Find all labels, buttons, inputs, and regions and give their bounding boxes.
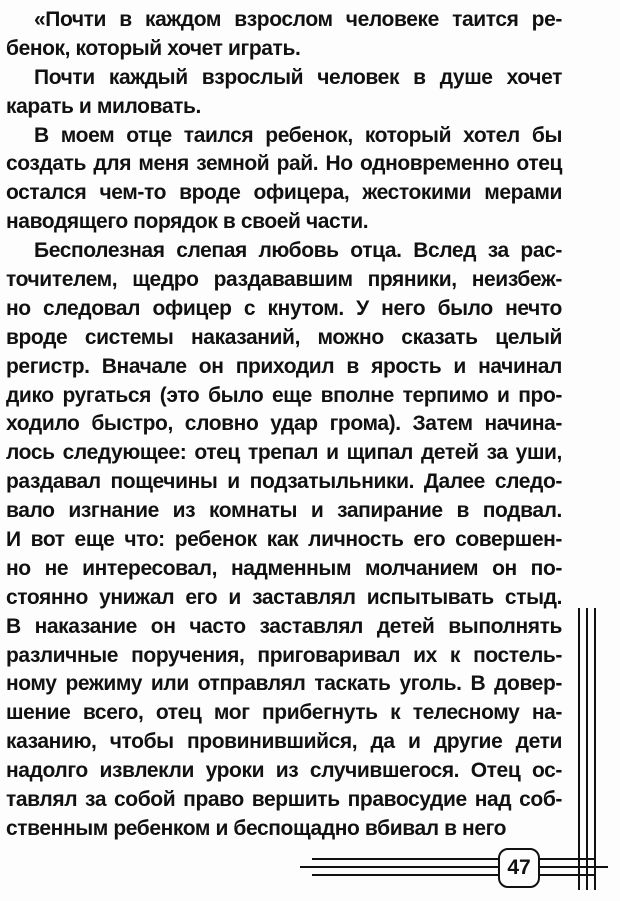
text-line: Бесполезная слепая любовь отца. Вслед за рас- (34, 239, 562, 263)
text-line: И вот еще что: ребенок как личность его совершен- (6, 528, 562, 552)
text-line: создать для меня земной рай. Но одновременно отец (6, 152, 562, 176)
text-line: В наказание он часто заставлял детей выполнять (6, 614, 562, 638)
margin-bar-3 (594, 608, 596, 890)
text-line: ному режиму или отправлял таскать уголь. В довер- (6, 672, 562, 696)
text-line: раздавал пощечины и подзатыльники. Далее следо- (6, 470, 562, 494)
text-line: бенок, который хочет играть. (6, 36, 301, 60)
footer-rule-bottom (312, 874, 498, 876)
text-line: шение всего, отец мог прибегнуть к телесному на- (6, 701, 562, 725)
text-line: ходило быстро, словно удар грома). Затем начина- (6, 412, 562, 436)
text-line: наводящего порядок в своей части. (6, 210, 369, 234)
text-line: остался чем-то вроде офицера, жестокими мерами (6, 181, 562, 205)
footer-rule-middle (300, 866, 498, 868)
text-line: тавлял за собой право вершить правосудие над соб- (6, 788, 562, 812)
text-line: казанию, чтобы провинившийся, да и другие дети (6, 730, 562, 754)
body-text (6, 6, 562, 844)
text-line: вало изгнание из комнаты и запирание в подвал. (6, 499, 562, 523)
footer-rule-top (312, 858, 498, 860)
margin-bar-2 (586, 608, 588, 890)
text-line: дико ругаться (это было еще вполне терпимо и про- (6, 383, 562, 407)
text-line: надолго извлекли уроки из случившегося. Отец ос- (6, 759, 562, 783)
page-number: 47 (498, 848, 540, 888)
text-line: Почти каждый взрослый человек в душе хочет (34, 65, 562, 89)
text-line: лось следующее: отец трепал и щипал детей за уши, (6, 441, 562, 465)
margin-bar-1 (578, 608, 580, 890)
text-line: регистр. Вначале он приходил в ярость и начинал (6, 354, 562, 378)
text-line: различные поручения, приговаривал их к постель- (6, 643, 562, 667)
text-line: ственным ребенком и беспощадно вбивал в него (6, 816, 507, 840)
footer-rule-right-middle (536, 866, 608, 868)
text-line: стоянно унижал его и заставлял испытывать стыд. (6, 585, 562, 609)
text-line: но не интересовал, надменным молчанием он по- (6, 556, 562, 580)
text-line: В моем отце таился ребенок, который хотел бы (34, 123, 562, 147)
text-line: точителем, щедро раздававшим пряники, неизбеж- (6, 268, 562, 292)
text-line: «Почти в каждом взрослом человеке таится ре- (34, 8, 562, 31)
text-line: вроде системы наказаний, можно сказать целый (6, 325, 562, 349)
text-line: карать и миловать. (6, 94, 201, 118)
text-line: но следовал офицер с кнутом. У него было нечто (6, 296, 562, 320)
